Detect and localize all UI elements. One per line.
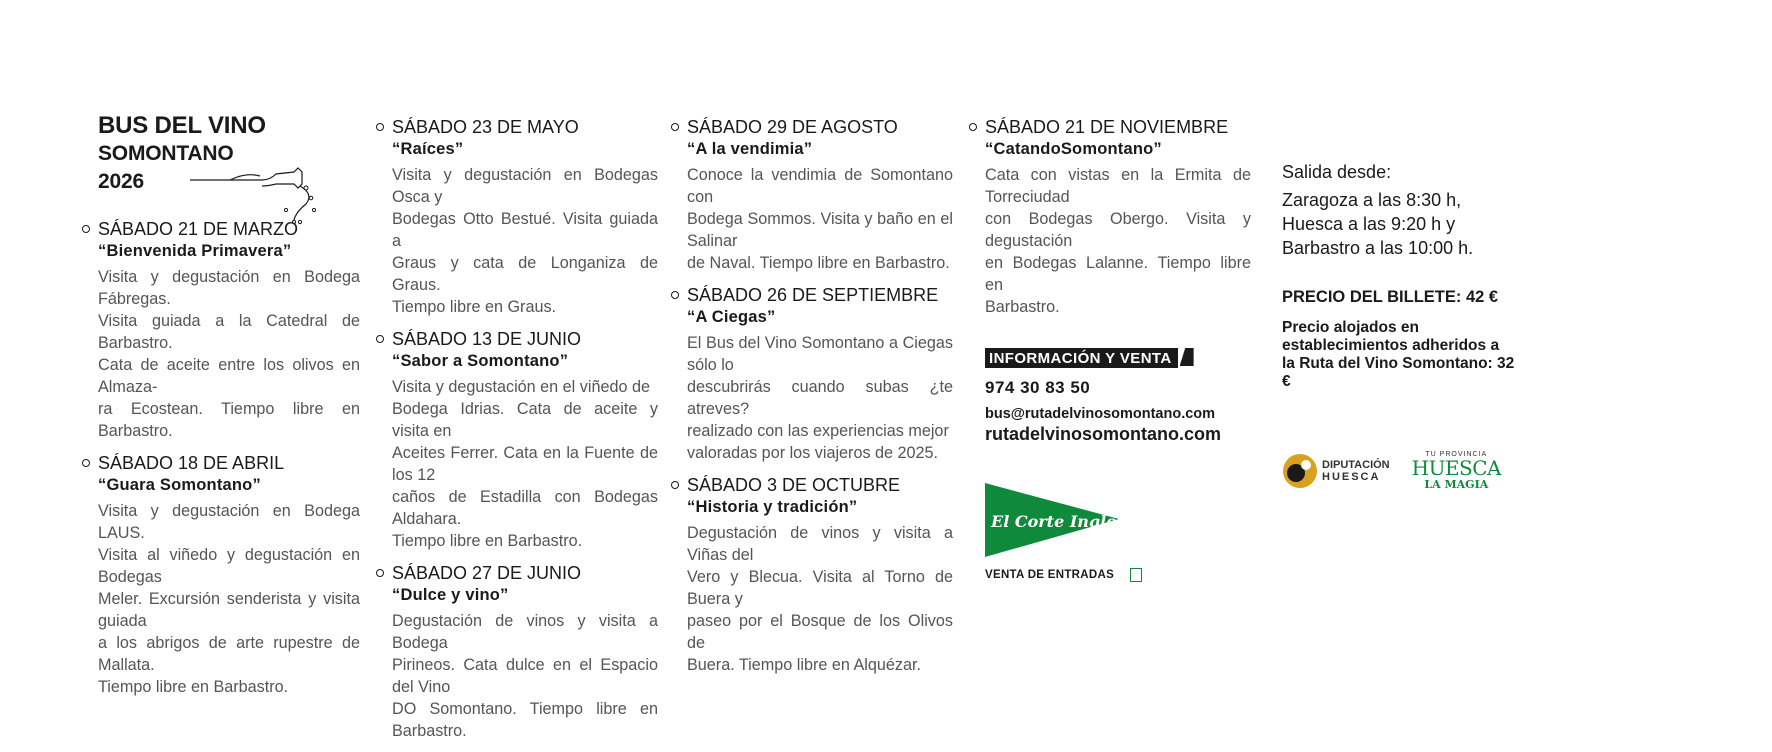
desc-line: a los abrigos de arte rupestre de Mallata. — [98, 634, 360, 674]
desc-line: Barbastro. — [985, 298, 1060, 316]
desc-line: Cata con vistas en la Ermita de Torreciudad — [985, 166, 1251, 206]
desc-line: Visita y degustación en Bodega Fábregas. — [98, 268, 360, 308]
event-name: “Guara Somontano” — [98, 476, 261, 494]
precio-billete: PRECIO DEL BILLETE: 42 € — [1282, 288, 1499, 306]
brand-title — [98, 112, 360, 218]
event-23-mayo — [378, 116, 658, 318]
desc-line: Bodega Sommos. Visita y baño en el Salinar — [687, 210, 953, 250]
tu-provincia: TU PROVINCIA — [1425, 451, 1488, 458]
column-3 — [673, 116, 953, 686]
event-name: “Raíces” — [392, 140, 464, 158]
huesca-la-magia-logo — [1412, 451, 1501, 491]
precio-alojados-line: Precio alojados en — [1282, 319, 1419, 336]
event-date: SÁBADO 21 DE MARZO — [98, 219, 299, 239]
desc-line: Meler. Excursión senderista y visita guiada — [98, 590, 360, 630]
desc-line: Visita y degustación en el viñedo de — [392, 378, 650, 396]
diputacion-huesca-logo — [1282, 453, 1390, 489]
info-header — [985, 348, 1251, 368]
event-date: SÁBADO 13 DE JUNIO — [392, 329, 582, 349]
desc-line: Tiempo libre en Graus. — [392, 298, 557, 316]
el-corte-ingles-flag-icon — [985, 481, 1125, 561]
diputacion-text — [1322, 459, 1390, 483]
column-1 — [98, 112, 360, 708]
event-26-septiembre — [673, 284, 953, 464]
desc-line: Bodega Idrias. Cata de aceite y visita en — [392, 400, 658, 440]
event-name: “A la vendimia” — [687, 140, 813, 158]
desc-line: Vero y Blecua. Visita al Torno de Buera y — [687, 568, 953, 608]
desc-line: con Bodegas Obergo. Visita y degustación — [985, 210, 1251, 250]
phone-number[interactable]: 974 30 83 50 — [985, 378, 1091, 397]
bullet-icon — [671, 291, 679, 299]
desc-line: El Bus del Vino Somontano a Ciegas sólo lo — [687, 334, 953, 374]
desc-line: Degustación de vinos y visita a Bodega — [392, 612, 658, 652]
event-date: SÁBADO 27 DE JUNIO — [392, 563, 582, 583]
event-name: “Historia y tradición” — [687, 498, 858, 516]
venta-entradas-row — [985, 568, 1251, 582]
bullet-icon — [671, 481, 679, 489]
bullet-icon — [969, 123, 977, 131]
bullet-icon — [376, 123, 384, 131]
desc-line: DO Somontano. Tiempo libre en Barbastro. — [392, 700, 658, 740]
desc-line: ra Ecostean. Tiempo libre en Barbastro. — [98, 400, 360, 440]
desc-line: de Naval. Tiempo libre en Barbastro. — [687, 254, 950, 272]
column-5 — [1282, 160, 1522, 491]
diputacion-line: DIPUTACIÓN — [1322, 459, 1390, 471]
desc-line: Visita al viñedo y degustación en Bodegas — [98, 546, 360, 586]
info-label: INFORMACIÓN Y VENTA — [985, 348, 1178, 368]
event-date: SÁBADO 23 DE MAYO — [392, 117, 579, 137]
event-description — [98, 500, 360, 698]
precio-alojados-line: la Ruta del Vino Somontano: 32 € — [1282, 355, 1515, 390]
info-tab-shape — [1180, 348, 1194, 366]
event-description — [392, 376, 658, 552]
desc-line: Tiempo libre en Barbastro. — [98, 678, 289, 696]
event-name: “Sabor a Somontano” — [392, 352, 569, 370]
event-description — [687, 164, 953, 274]
column-2 — [378, 116, 658, 752]
huesca-wordmark: HUESCA — [1411, 456, 1501, 480]
event-description — [687, 522, 953, 676]
event-name: “Bienvenida Primavera” — [98, 242, 292, 260]
bullet-icon — [376, 569, 384, 577]
desc-line: en Bodegas Lalanne. Tiempo libre en — [985, 254, 1251, 294]
event-date: SÁBADO 3 DE OCTUBRE — [687, 475, 901, 495]
event-name: “Dulce y vino” — [392, 586, 509, 604]
website-link[interactable]: rutadelvinosomontano.com — [985, 424, 1222, 444]
event-29-agosto — [673, 116, 953, 274]
precio-alojados-line: establecimientos adheridos a — [1282, 337, 1500, 354]
desc-line: Visita y degustación en Bodegas Osca y — [392, 166, 658, 206]
event-21-marzo — [84, 218, 360, 442]
salida-title: Salida desde: — [1282, 162, 1392, 182]
diputacion-emblem-icon — [1282, 453, 1318, 489]
desc-line: Degustación de vinos y visita a Viñas del — [687, 524, 953, 564]
bullet-icon — [82, 459, 90, 467]
bullet-icon — [82, 225, 90, 233]
diputacion-line: HUESCA — [1322, 471, 1381, 483]
desc-line: Bodegas Otto Bestué. Visita guiada a — [392, 210, 658, 250]
desc-line: caños de Estadilla con Bodegas Aldahara. — [392, 488, 658, 528]
salida-huesca: Huesca a las 9:20 h y — [1282, 214, 1456, 234]
el-corte-ingles-logo — [971, 481, 1251, 582]
desc-line: Conoce la vendimia de Somontano con — [687, 166, 953, 206]
event-date: SÁBADO 29 DE AGOSTO — [687, 117, 898, 137]
event-description — [98, 266, 360, 442]
event-description — [985, 164, 1251, 318]
brand-line-3: 2026 — [98, 170, 144, 193]
salida-zaragoza: Zaragoza a las 8:30 h, — [1282, 190, 1462, 210]
salida-barbastro: Barbastro a las 10:00 h. — [1282, 238, 1474, 258]
email-link[interactable]: bus@rutadelvinosomontano.com — [985, 406, 1216, 422]
event-21-noviembre — [971, 116, 1251, 318]
sponsor-logos — [1282, 451, 1522, 491]
venta-label: VENTA DE ENTRADAS — [985, 569, 1115, 581]
event-description — [687, 332, 953, 464]
bullet-icon — [376, 335, 384, 343]
desc-line: realizado con las experiencias mejor — [687, 422, 949, 440]
event-18-abril — [84, 452, 360, 698]
desc-line: Tiempo libre en Barbastro. — [392, 532, 583, 550]
event-date: SÁBADO 18 DE ABRIL — [98, 453, 285, 473]
logo-text: El Corte Inglés — [991, 512, 1125, 531]
event-description — [392, 164, 658, 318]
la-magia: LA MAGIA — [1424, 478, 1489, 491]
desc-line: valoradas por los viajeros de 2025. — [687, 444, 939, 462]
desc-line: Cata de aceite entre los olivos en Almaza- — [98, 356, 360, 396]
desc-line: descubrirás cuando subas ¿te atreves? — [687, 378, 953, 418]
event-name: “A Ciegas” — [687, 308, 776, 326]
event-name: “CatandoSomontano” — [985, 140, 1162, 158]
desc-line: Visita guiada a la Catedral de Barbastro. — [98, 312, 360, 352]
ticket-icon — [1130, 568, 1142, 582]
precio-alojados — [1282, 319, 1522, 391]
event-date: SÁBADO 21 DE NOVIEMBRE — [985, 117, 1229, 137]
bullet-icon — [671, 123, 679, 131]
desc-line: Aceites Ferrer. Cata en la Fuente de los 12 — [392, 444, 658, 484]
desc-line: Buera. Tiempo libre en Alquézar. — [687, 656, 921, 674]
event-date: SÁBADO 26 DE SEPTIEMBRE — [687, 285, 939, 305]
event-description — [392, 610, 658, 742]
event-13-junio — [378, 328, 658, 552]
event-3-octubre — [673, 474, 953, 676]
brand-line-2: SOMONTANO — [98, 142, 234, 165]
desc-line: Visita y degustación en Bodega LAUS. — [98, 502, 360, 542]
info-block — [971, 348, 1251, 445]
desc-line: paseo por el Bosque de los Olivos de — [687, 612, 953, 652]
event-27-junio — [378, 562, 658, 742]
column-4 — [971, 116, 1251, 582]
brand-line-1: BUS DEL VINO — [98, 112, 266, 139]
desc-line: Pirineos. Cata dulce en el Espacio del Vino — [392, 656, 658, 696]
desc-line: Graus y cata de Longaniza de Graus. — [392, 254, 658, 294]
